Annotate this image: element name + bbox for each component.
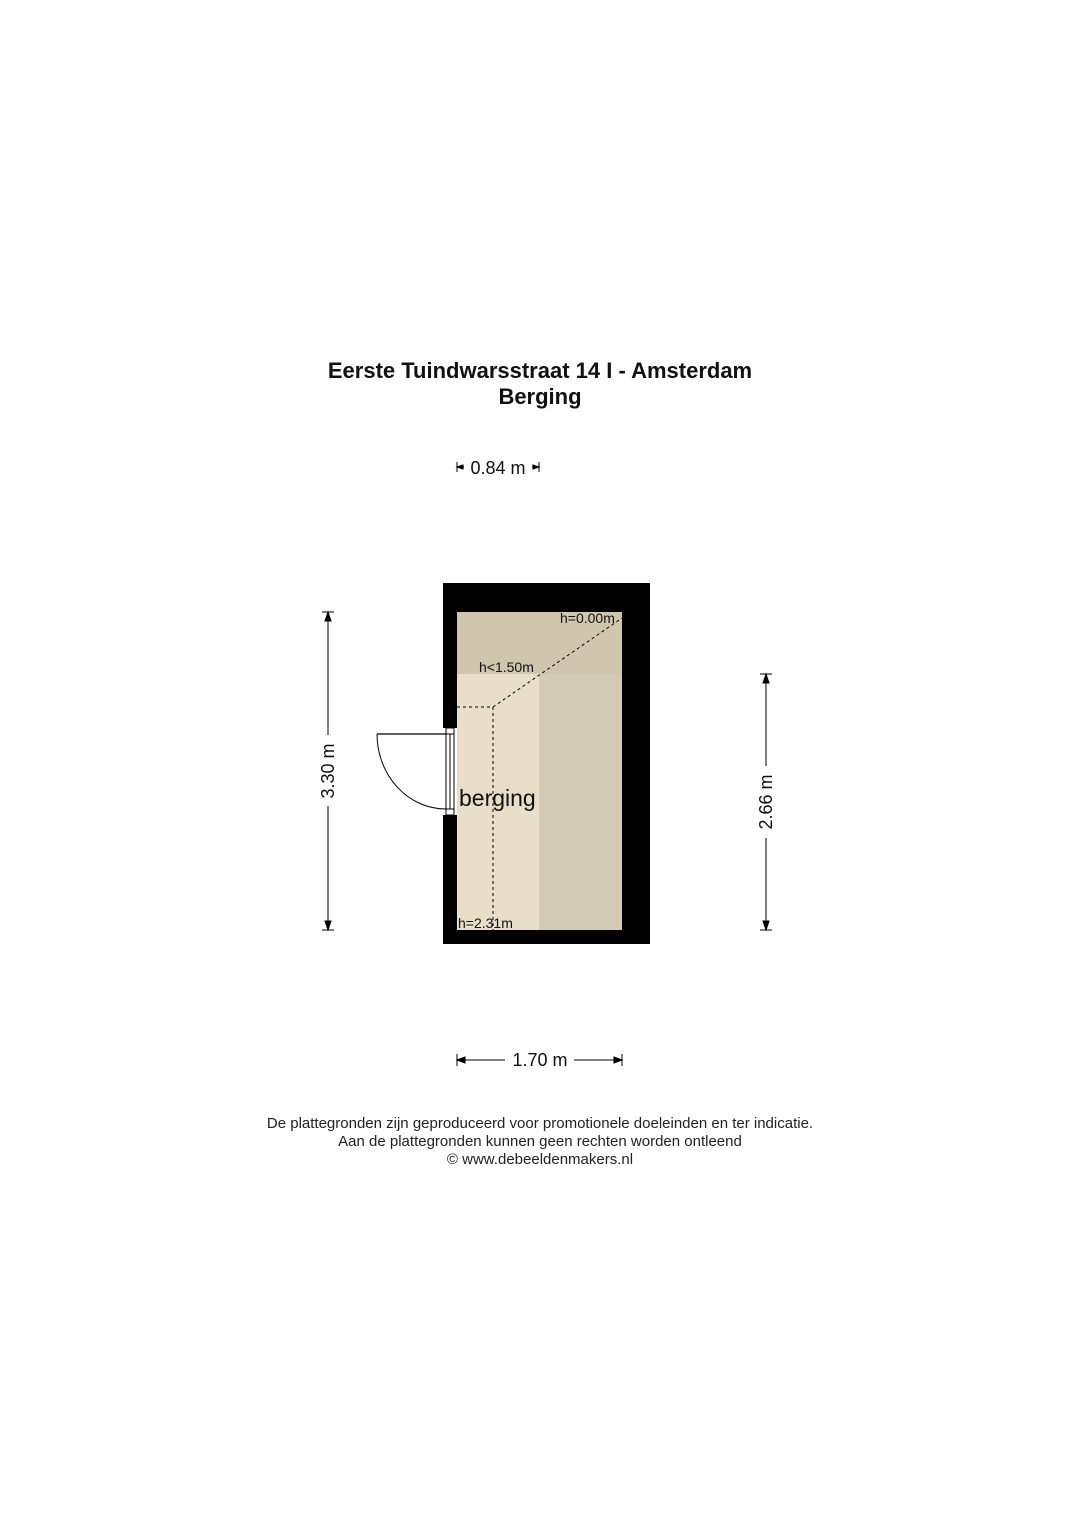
left-height-label: 3.30 m: [318, 743, 338, 799]
right-height-label: 2.66 m: [756, 774, 776, 830]
plan-subtitle: Berging: [498, 384, 582, 409]
room-label: berging: [459, 785, 536, 811]
wall-left-upper: [443, 583, 457, 728]
copyright-link: © www.debeeldenmakers.nl: [446, 1151, 634, 1168]
disclaimer-line-2: Aan de plattegronden kunnen geen rechten worden ontleend: [338, 1133, 742, 1150]
height-label-slope: h<1.50m: [479, 659, 534, 675]
bottom-width-label: 1.70 m: [512, 1050, 568, 1070]
wall-right: [622, 583, 650, 944]
height-label-top: h=0.00m: [560, 610, 615, 626]
top-width-label: 0.84 m: [470, 458, 526, 478]
disclaimer-line-1: De plattegronden zijn geproduceerd voor promotionele doeleinden en ter indicatie.: [266, 1115, 814, 1132]
plan-title: Eerste Tuindwarsstraat 14 I - Amsterdam: [327, 358, 753, 383]
door: [377, 728, 454, 815]
wall-top: [443, 583, 650, 612]
wall-bottom: [443, 930, 650, 944]
door-swing-arc: [377, 734, 446, 809]
height-label-bottom: h=2.31m: [458, 915, 513, 931]
wall-left-lower: [443, 815, 457, 944]
